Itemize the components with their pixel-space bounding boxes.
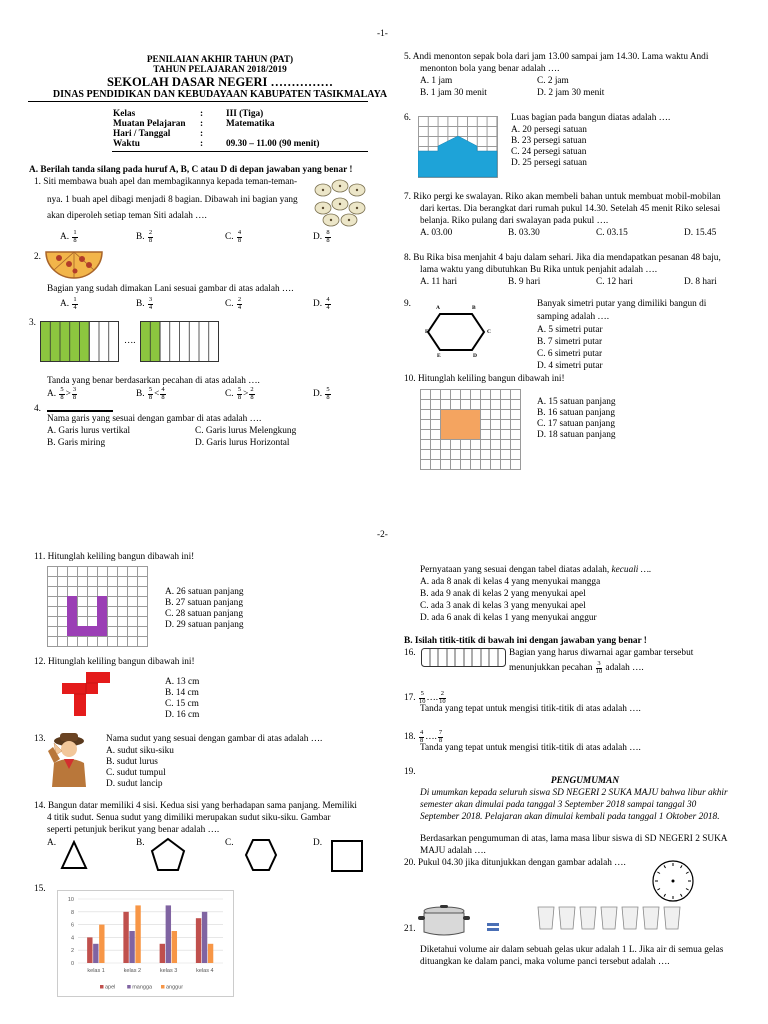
chart-x-tick-label: kelas 2: [123, 968, 142, 974]
q16-text-2: menunjukkan pecahan $\frac{3}{10}$ adalah ….: [509, 660, 644, 675]
q19-question-1: Berdasarkan pengumuman di atas, lama masa libur siswa di SD NEGERI 2 SUKA: [420, 834, 728, 844]
chart-bar-apel: [87, 937, 92, 963]
q11-grid: [47, 566, 148, 647]
q13-option-b: B. sudut lurus: [106, 757, 158, 767]
q6-option-b: B. 23 persegi satuan: [511, 136, 587, 146]
q6-option-a: A. 20 persegi satuan: [511, 125, 587, 135]
q13-option-a: A. sudut siku-siku: [106, 746, 174, 756]
q8-text-2: lama waktu yang dibutuhkan Bu Rika untuk penjahit adalah ….: [420, 265, 658, 275]
q9-number: 9.: [404, 299, 411, 309]
q21-text-2: dituangkan ke dalam panci, maka volume panci tersebut adalah ….: [420, 957, 670, 967]
q19-number: 19.: [404, 767, 416, 777]
q11-option-b: B. 27 satuan panjang: [165, 598, 243, 608]
hexagon-label-c: C: [487, 329, 491, 335]
q7-text-3: belanja. Riko pulang dari swalayan pada pukul ….: [420, 216, 609, 226]
fraction-bar-right: [140, 321, 220, 363]
q3-option-b: B. $\frac{5}{8}$ < $\frac{4}{8}$: [136, 386, 165, 401]
q5-option-b: B. 1 jam 30 menit: [420, 88, 487, 98]
q12-option-a: A. 13 cm: [165, 677, 200, 687]
q15-option-a: A. ada 8 anak di kelas 4 yang menyukai mangga: [420, 577, 601, 587]
q4-option-a: A. Garis lurus vertikal: [47, 426, 131, 436]
q7-option-c: C. 03.15: [596, 228, 628, 238]
q2-number: 2.: [34, 252, 41, 262]
page-number-1: -1-: [377, 29, 388, 39]
hexagon-label-b: B: [472, 305, 476, 311]
q15-option-d: D. ada 6 anak di kelas 1 yang menyukai anggur: [420, 613, 597, 623]
dinas-name: DINAS PENDIDIKAN DAN KEBUDAYAAN KABUPATEN TASIKMALAYA: [52, 89, 388, 100]
square-shape: [330, 839, 364, 873]
q1-text-2: nya. 1 buah apel dibagi menjadi 8 bagian. Dibawah ini bagian yang: [47, 195, 298, 205]
hexagon-label-a: A: [436, 305, 440, 311]
announcement-title: PENGUMUMAN: [550, 776, 620, 786]
q16-text-1: Bagian yang harus diwarnai agar gambar tersebut: [509, 648, 694, 658]
q7-text-1: 7. Riko pergi ke swalayan. Riko akan membeli bahan untuk membuat mobil-mobilan: [404, 192, 721, 202]
q8-option-c: C. 12 hari: [596, 277, 633, 287]
blank-clock-image: [650, 858, 696, 904]
q5-option-c: C. 2 jam: [537, 76, 569, 86]
q13-text: Nama sudut yang sesuai dengan gambar di atas adalah ….: [106, 734, 323, 744]
chart-bar-anggur: [172, 931, 177, 963]
q2-option-a: A. $\frac{1}{4}$: [60, 296, 77, 311]
q13-number: 13.: [34, 734, 46, 744]
chart-y-tick-label: 6: [70, 922, 74, 929]
q8-text-1: 8. Bu Rika bisa menjahit 4 baju dalam sehari. Jika dia mendapatkan pesanan 48 baju,: [404, 253, 721, 263]
q20-text: 20. Pukul 04.30 jika ditunjukkan dengan gambar adalah ….: [404, 858, 626, 868]
q3-number: 3.: [29, 318, 36, 328]
q1-option-c: C. $\frac{4}{8}$: [225, 229, 242, 244]
chart-bar-mangga: [129, 931, 134, 963]
q21-number: 21.: [404, 924, 416, 934]
info-label-waktu: Waktu: [113, 139, 140, 149]
chart-bar-apel: [160, 944, 165, 963]
q9-text-1: Banyak simetri putar yang dimiliki bangun di: [537, 299, 707, 309]
instruction-b: B. Isilah titik-titik di bawah ini dengan jawaban yang benar !: [404, 636, 647, 646]
cooking-pot-image: [418, 904, 470, 938]
q7-option-b: B. 03.30: [508, 228, 540, 238]
q12-option-c: C. 15 cm: [165, 699, 199, 709]
q1-option-b: B. $\frac{2}{8}$: [136, 229, 153, 244]
q14-option-a: A.: [47, 838, 57, 848]
bar-chart: [57, 890, 234, 997]
hexagon-label-f: F: [425, 329, 429, 335]
q12-option-b: B. 14 cm: [165, 688, 199, 698]
q3-dots: ….: [124, 336, 136, 346]
q5-option-a: A. 1 jam: [420, 76, 453, 86]
pizza-image: [44, 250, 104, 280]
q16-fraction-bar: [421, 648, 507, 668]
q6-option-c: C. 24 persegi satuan: [511, 147, 587, 157]
q15-number: 15.: [34, 884, 46, 894]
chart-bar-anggur: [99, 925, 104, 963]
page-number-2: -2-: [377, 530, 388, 540]
q7-text-2: dari kertas. Dia berangkat dari rumah pukul 14.30. Setelah 45 menit Riko selesai: [420, 204, 721, 214]
q3-option-c: C. $\frac{5}{8}$ > $\frac{2}{8}$: [225, 386, 254, 401]
info-label-kelas: Kelas: [113, 109, 136, 119]
q10-grid: [420, 389, 521, 470]
chart-y-tick-label: 10: [67, 897, 74, 903]
q21-text-1: Diketahui volume air dalam sebuah gelas ukur adalah 1 L. Jika air di semua gelas: [420, 945, 724, 955]
chart-legend-label: mangga: [132, 984, 153, 991]
q6-text: Luas bagian pada bangun diatas adalah ….: [511, 113, 671, 123]
q2-option-b: B. $\frac{3}{4}$: [136, 296, 153, 311]
q1-option-a: A. $\frac{1}{8}$: [60, 229, 77, 244]
q11-option-d: D. 29 satuan panjang: [165, 620, 244, 630]
q8-option-a: A. 11 hari: [420, 277, 458, 287]
hexagon-label-d: D: [473, 353, 477, 359]
chart-bar-mangga: [166, 905, 171, 963]
q9-option-c: C. 6 simetri putar: [537, 349, 603, 359]
q5-text-2: menonton bola yang benar adalah ….: [420, 64, 560, 74]
q18-expression: 18. $\frac{4}{8}$ …. $\frac{7}{8}$: [404, 729, 443, 744]
q10-option-a: A. 15 satuan panjang: [537, 397, 616, 407]
scout-salute-image: [42, 729, 97, 789]
q14-option-d: D.: [313, 838, 323, 848]
q4-text: Nama garis yang sesuai dengan gambar di atas adalah ….: [47, 414, 262, 424]
q10-shape: [441, 410, 480, 439]
hexagon-label-e: E: [437, 353, 441, 359]
q3-option-d: D. $\frac{5}{8}$: [313, 386, 330, 401]
q15-option-c: C. ada 3 anak di kelas 3 yang menyukai apel: [420, 601, 586, 611]
school-name: SEKOLAH DASAR NEGERI ……………: [106, 75, 334, 89]
chart-bar-apel: [196, 918, 201, 963]
chart-bar-mangga: [93, 944, 98, 963]
chart-bar-apel: [123, 912, 128, 963]
q12-option-d: D. 16 cm: [165, 710, 200, 720]
q9-text-2: samping adalah ….: [537, 312, 610, 322]
info-divider: [112, 151, 368, 152]
info-value-muatan: Matematika: [226, 119, 275, 129]
q4-number: 4.: [34, 404, 41, 414]
q15-statement: Pernyataan yang sesuai dengan tabel diatas adalah, kecuali ….: [420, 565, 652, 575]
q2-option-c: C. $\frac{2}{4}$: [225, 296, 242, 311]
announcement-line-2: semester akan dimulai pada tanggal 3 September 2018 sampai tanggal 30: [420, 800, 697, 810]
apple-slices-image: [313, 178, 367, 228]
announcement-line-1: Di umumkan kepada seluruh siswa SD NEGERI 2 SUKA MAJU bahwa libur akhir: [420, 788, 728, 798]
q1-text-1: 1. Siti membawa buah apel dan membagikannya kepada teman-teman-: [34, 177, 298, 187]
q11-option-c: C. 28 satuan panjang: [165, 609, 243, 619]
q10-option-c: C. 17 satuan panjang: [537, 419, 615, 429]
q14-text-3: seperti petunjuk berikut yang benar adalah ….: [47, 825, 220, 835]
chart-y-tick-label: 2: [70, 948, 74, 955]
fraction-bar-left: [40, 321, 120, 363]
q11-text: 11. Hitunglah keliling bangun dibawah ini!: [34, 552, 195, 562]
chart-legend-label: apel: [105, 984, 116, 991]
triangle-shape: [60, 840, 88, 870]
q8-option-b: B. 9 hari: [508, 277, 541, 287]
chart-y-tick-label: 0: [70, 961, 74, 967]
q4-option-c: C. Garis lurus Melengkung: [195, 426, 297, 436]
q14-text-2: 4 titik sudut. Senua sudut yang dimiliki merupakan sudut siku-siku. Gambar: [47, 813, 331, 823]
info-colon: :: [200, 129, 204, 139]
q9-option-b: B. 7 simetri putar: [537, 337, 603, 347]
q1-text-3: akan diperoleh setiap teman Siti adalah ….: [47, 211, 207, 221]
q14-text-1: 14. Bangun datar memiliki 4 sisi. Kedua sisi yang berhadapan sama panjang. Memiliki: [34, 801, 357, 811]
q7-option-d: D. 15.45: [684, 228, 717, 238]
q13-option-d: D. sudut lancip: [106, 779, 163, 789]
chart-legend-swatch: [161, 985, 165, 989]
chart-legend-swatch: [127, 985, 131, 989]
q6-number: 6.: [404, 113, 411, 123]
q1-option-d: D. $\frac{8}{8}$: [313, 229, 330, 244]
header-line1: PENILAIAN AKHIR TAHUN (PAT): [146, 55, 294, 65]
chart-y-tick-label: 4: [70, 935, 74, 942]
q14-option-b: B.: [136, 838, 145, 848]
q6-grid: [418, 116, 498, 178]
q10-text: 10. Hitunglah keliling bangun dibawah ini!: [404, 374, 565, 384]
q8-option-d: D. 8 hari: [684, 277, 717, 287]
chart-bar-anggur: [208, 944, 213, 963]
q6-option-d: D. 25 persegi satuan: [511, 158, 587, 168]
bar-chart-svg: [58, 891, 233, 996]
q17-text: Tanda yang tepat untuk mengisi titik-titik di atas adalah ….: [420, 704, 641, 714]
info-colon: :: [200, 109, 204, 119]
q2-text: Bagian yang sudah dimakan Lani sesuai gambar di atas adalah ….: [47, 284, 294, 294]
info-label-muatan: Muatan Pelajaran: [113, 119, 186, 129]
pentagon-shape: [150, 837, 186, 873]
q12-text: 12. Hitunglah keliling bangun dibawah ini!: [34, 657, 195, 667]
info-colon: :: [200, 119, 204, 129]
q10-option-d: D. 18 satuan panjang: [537, 430, 616, 440]
q11-option-a: A. 26 satuan panjang: [165, 587, 244, 597]
instruction-a: A. Berilah tanda silang pada huruf A, B, C atau D di depan jawaban yang benar !: [29, 165, 353, 175]
q4-option-d: D. Garis lurus Horizontal: [195, 438, 290, 448]
q9-option-d: D. 4 simetri putar: [537, 361, 603, 371]
announcement-line-3: September 2018. Pelajaran akan dimulai kembali pada tanggal 1 Oktober 2018.: [420, 812, 720, 822]
chart-x-tick-label: kelas 1: [87, 968, 105, 974]
equals-sign-icon: [487, 922, 499, 932]
q17-expression: 17. $\frac{5}{10}$ …. $\frac{2}{10}$: [404, 690, 446, 705]
q5-text-1: 5. Andi menonton sepak bola dari jam 13.00 sampai jam 14.30. Lama waktu Andi: [404, 52, 709, 62]
q19-question-2: MAJU adalah ….: [420, 846, 486, 856]
q3-option-a: A. $\frac{5}{8}$ > $\frac{3}{8}$: [47, 386, 77, 401]
q2-option-d: D. $\frac{4}{4}$: [313, 296, 330, 311]
chart-y-tick-label: 8: [70, 909, 74, 916]
chart-bar-anggur: [135, 905, 140, 963]
header-divider: [28, 101, 368, 102]
chart-x-tick-label: kelas 4: [196, 968, 214, 974]
q15-option-b: B. ada 9 anak di kelas 2 yang menyukai apel: [420, 589, 586, 599]
info-value-waktu: 09.30 – 11.00 (90 menit): [226, 139, 320, 149]
header-line2: TAHUN PELAJARAN 2018/2019: [153, 65, 287, 75]
chart-bar-mangga: [202, 912, 207, 963]
measuring-glasses-image: [536, 905, 686, 931]
q13-option-c: C. sudut tumpul: [106, 768, 166, 778]
q7-option-a: A. 03.00: [420, 228, 453, 238]
info-colon: :: [200, 139, 204, 149]
hexagon-shape: [244, 838, 278, 872]
q9-option-a: A. 5 simetri putar: [537, 325, 603, 335]
q3-text: Tanda yang benar berdasarkan pecahan di atas adalah ….: [47, 376, 260, 386]
chart-legend-swatch: [100, 985, 104, 989]
horizontal-line-image: [47, 410, 113, 412]
chart-legend-label: anggur: [166, 984, 184, 991]
q14-option-c: C.: [225, 838, 234, 848]
info-value-kelas: III (Tiga): [226, 109, 264, 119]
q4-option-b: B. Garis miring: [47, 438, 106, 448]
q12-shape: [62, 672, 122, 722]
q18-text: Tanda yang tepat untuk mengisi titik-titik di atas adalah ….: [420, 743, 641, 753]
info-label-hari: Hari / Tanggal: [113, 129, 171, 139]
q5-option-d: D. 2 jam 30 menit: [537, 88, 605, 98]
q16-number: 16.: [404, 648, 416, 658]
chart-x-tick-label: kelas 3: [159, 968, 178, 974]
q10-option-b: B. 16 satuan panjang: [537, 408, 615, 418]
